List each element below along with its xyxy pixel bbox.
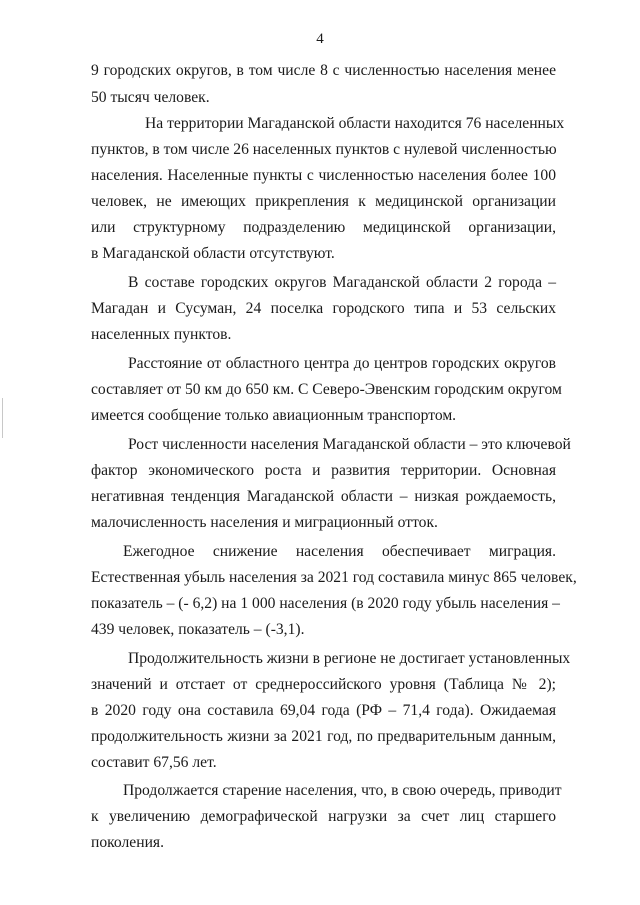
text-line: показатель – (- 6,2) на 1 000 населения (в 2020 году убыль населения – [91, 595, 560, 612]
text-line: составит 67,56 лет. [91, 754, 217, 771]
text-line: продолжительность жизни за 2021 год, по предварительным данным, [91, 728, 556, 745]
scan-margin-mark [2, 398, 3, 438]
text-line: Рост численности населения Магаданской области – это ключевой [128, 436, 571, 453]
text-line: к увеличению демографической нагрузки за счет лиц старшего [91, 808, 556, 825]
text-line: пунктов, в том числе 26 населенных пунктов с нулевой численностью [91, 141, 557, 158]
text-line: значений и отстает от среднероссийского уровня (Таблица № 2); [91, 676, 556, 693]
text-line: населения. Населенные пункты с численностью населения более 100 [91, 167, 556, 184]
text-line: фактор экономического роста и развития территории. Основная [91, 462, 556, 479]
text-line: в 2020 году она составила 69,04 года (РФ – 71,4 года). Ожидаемая [91, 702, 556, 719]
text-line: Расстояние от областного центра до центров городских округов [128, 355, 556, 372]
text-line: человек, не имеющих прикрепления к медицинской организации [91, 193, 556, 210]
text-line: 439 человек, показатель – (-3,1). [91, 621, 305, 638]
text-line: населенных пунктов. [91, 326, 232, 343]
text-line: малочисленность населения и миграционный отток. [91, 514, 438, 531]
page-number: 4 [316, 31, 324, 47]
text-line: составляет от 50 км до 650 км. С Северо-Эвенским городским округом [91, 381, 562, 398]
text-line: Магадан и Сусуман, 24 поселка городского типа и 53 сельских [91, 300, 556, 317]
text-line: негативная тенденция Магаданской области – низкая рождаемость, [91, 488, 556, 505]
text-line: В составе городских округов Магаданской области 2 города – [128, 274, 556, 291]
text-line: 9 городских округов, в том числе 8 с численностью населения менее [91, 62, 556, 79]
text-line: Естественная убыль населения за 2021 год составила минус 865 человек, [91, 569, 577, 586]
text-line: Продолжительность жизни в регионе не достигает установленных [128, 650, 571, 667]
text-line: имеется сообщение только авиационным транспортом. [91, 407, 457, 424]
text-line: На территории Магаданской области находится 76 населенных [145, 115, 565, 132]
text-line: Ежегодное снижение населения обеспечивает миграция. [123, 543, 556, 560]
text-line: поколения. [91, 834, 164, 851]
text-line: 50 тысяч человек. [91, 89, 210, 106]
text-line: Продолжается старение населения, что, в свою очередь, приводит [123, 782, 562, 799]
text-line: или структурному подразделению медицинской организации, [91, 219, 556, 236]
text-line: в Магаданской области отсутствуют. [91, 245, 335, 262]
